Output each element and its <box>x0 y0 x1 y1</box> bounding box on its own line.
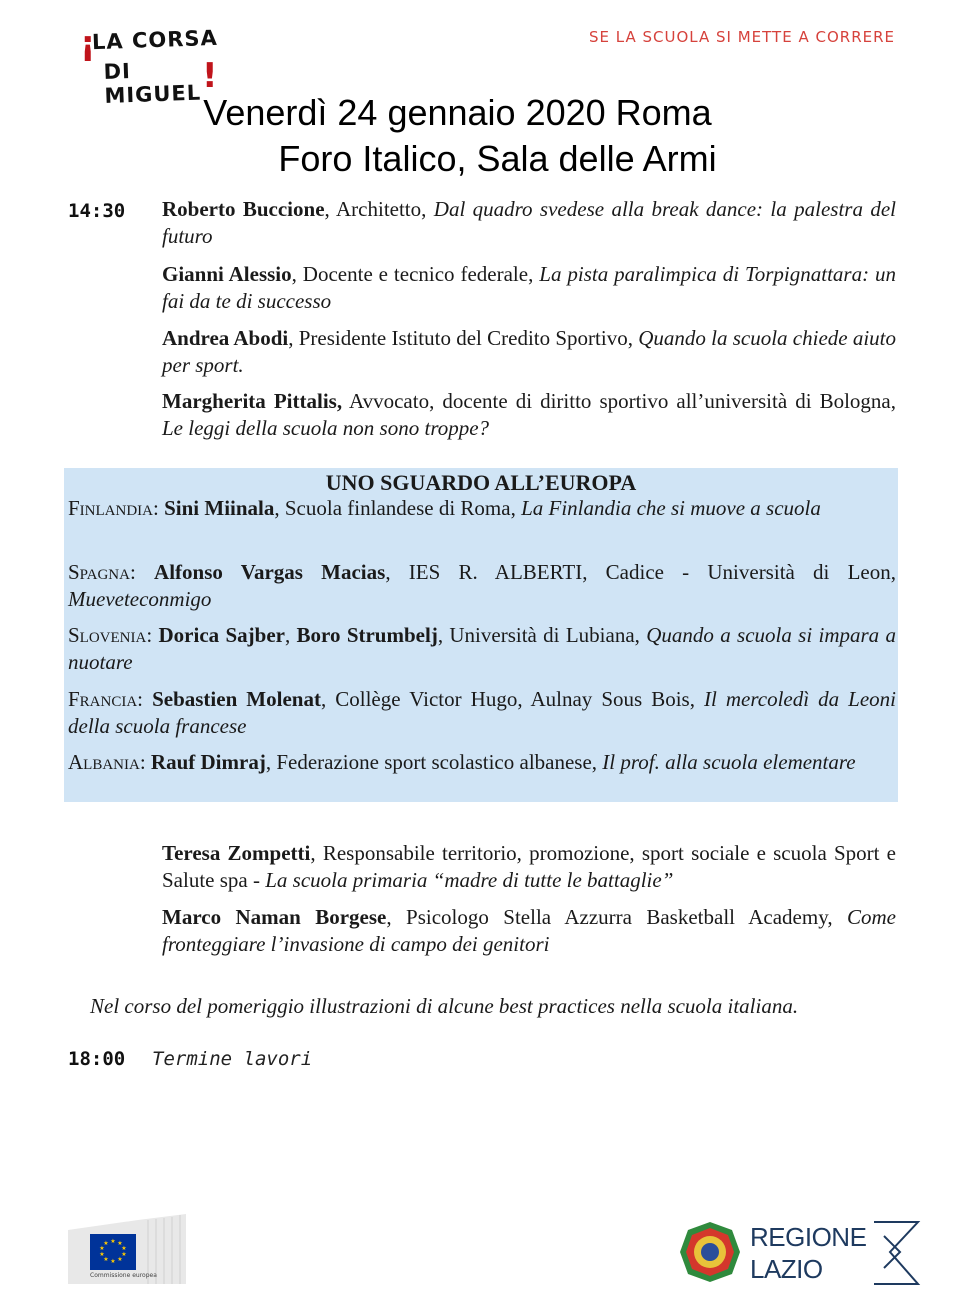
country-entry <box>68 495 896 522</box>
svg-text:★: ★ <box>103 1240 109 1247</box>
svg-text:★: ★ <box>117 1256 123 1263</box>
svg-text:★: ★ <box>121 1251 127 1258</box>
speaker-name: Marco Naman Borgese <box>162 905 387 929</box>
speaker-name: Dorica Sajber <box>158 623 285 647</box>
talk-title: Dal quadro svedese alla break dance: la palestra del futuro <box>162 197 896 248</box>
speaker-entry <box>162 261 896 315</box>
svg-text:★: ★ <box>103 1256 109 1263</box>
svg-text:★: ★ <box>117 1240 123 1247</box>
country-name: Spagna: <box>68 560 136 584</box>
talk-title: Il mercoledì da Leoni della scuola francese <box>68 687 896 738</box>
speaker-name: Alfonso Vargas Macias <box>154 560 386 584</box>
speaker-role: , Responsabile territorio, promozione, sport sociale e scuola Sport e Salute spa - <box>162 841 897 892</box>
tagline: SE LA SCUOLA SI METTE A CORRERE <box>589 28 895 46</box>
speaker-role: , Federazione sport scolastico albanese, <box>265 750 603 774</box>
session-start-time: 14:30 <box>68 200 126 222</box>
country-entry <box>68 686 896 740</box>
talk-title: Il prof. alla scuola elementare <box>602 750 856 774</box>
speaker-role: , Presidente Istituto del Credito Sportivo, <box>288 326 639 350</box>
eu-flag-icon <box>90 1234 136 1270</box>
la-corsa-di-miguel-logo: ¡ LA CORSA DI MIGUEL ! <box>80 24 219 108</box>
speaker-role: Avvocato, docente di diritto sportivo all’università di Bologna, <box>342 389 897 413</box>
event-venue: Foro Italico, Sala delle Armi <box>278 138 717 179</box>
speaker-name: Teresa Zompetti <box>162 841 311 865</box>
svg-text:★: ★ <box>99 1251 105 1258</box>
country-name: Albania: <box>68 750 146 774</box>
speaker-name: Sini Miinala <box>164 496 275 520</box>
european-commission-logo <box>68 1214 186 1298</box>
speaker-entry <box>162 325 896 379</box>
europe-section <box>64 468 898 802</box>
speaker-role: , Architetto, <box>324 197 434 221</box>
speaker-name: Gianni Alessio <box>162 262 292 286</box>
speaker-entry <box>162 196 896 250</box>
svg-text:★: ★ <box>110 1258 116 1265</box>
afternoon-note: Nel corso del pomeriggio illustrazioni di alcune best practices nella scuola italiana. <box>90 994 799 1018</box>
talk-title: Le leggi della scuola non sono troppe? <box>162 416 490 440</box>
closing-time: 18:00 <box>68 1048 126 1070</box>
speaker-role: , Scuola finlandese di Roma, <box>274 496 522 520</box>
talk-title: Quando a scuola si impara a nuotare <box>68 623 896 674</box>
logo-line1: LA CORSA <box>91 25 219 55</box>
talk-title: La Finlandia che si muove a scuola <box>521 496 821 520</box>
closing-label: Termine lavori <box>152 1048 313 1070</box>
speaker-entry <box>162 840 896 894</box>
speaker-entry <box>162 388 896 442</box>
speaker-name: Boro Strumbelj <box>296 623 438 647</box>
event-date: Venerdì 24 gennaio 2020 Roma <box>203 92 712 133</box>
logo-line2: DI MIGUEL <box>103 59 202 108</box>
region-name-line1: REGIONE <box>750 1222 867 1252</box>
talk-title: La pista paralimpica di Torpignattara: un fai da te di successo <box>162 262 896 313</box>
country-entry <box>68 749 896 776</box>
country-name: Francia: <box>68 687 144 711</box>
speaker-role: , Docente e tecnico federale, <box>291 262 540 286</box>
europe-section-title: UNO SGUARDO ALL’EUROPA <box>325 470 637 495</box>
speaker-entry <box>162 904 896 958</box>
speaker-role: , Collège Victor Hugo, Aulnay Sous Bois, <box>320 687 705 711</box>
speaker-name: Andrea Abodi <box>162 326 289 350</box>
speaker-role: , IES R. ALBERTI, Cadice - Università di Leon, <box>385 560 897 584</box>
speaker-name: Margherita Pittalis, <box>162 389 343 413</box>
country-entry <box>68 559 896 613</box>
eu-logo-caption: Commissione europea <box>90 1272 157 1279</box>
speaker-name: Sebastien Molenat <box>152 687 321 711</box>
talk-title: Mueveteconmigo <box>68 587 212 611</box>
speaker-role: , Università di Lubiana, <box>437 623 647 647</box>
name-separator: , <box>284 623 297 647</box>
talk-title: La scuola primaria “madre di tutte le battaglie” <box>265 868 674 892</box>
svg-text:★: ★ <box>110 1238 116 1245</box>
country-name: Slovenia: <box>68 623 153 647</box>
speaker-name: Rauf Dimraj <box>150 750 266 774</box>
svg-text:★: ★ <box>99 1245 105 1252</box>
speaker-role: , Psicologo Stella Azzurra Basketball Academy, <box>386 905 847 929</box>
regione-lazio-logo <box>678 1218 923 1288</box>
svg-text:★: ★ <box>121 1245 127 1252</box>
country-entry <box>68 622 896 676</box>
speaker-name: Roberto Buccione <box>162 197 325 221</box>
country-name: Finlandia: <box>68 496 159 520</box>
region-name-line2: LAZIO <box>750 1254 823 1284</box>
talk-title: Come fronteggiare l’invasione di campo dei genitori <box>162 905 896 956</box>
talk-title: Quando la scuola chiede aiuto per sport. <box>162 326 897 377</box>
